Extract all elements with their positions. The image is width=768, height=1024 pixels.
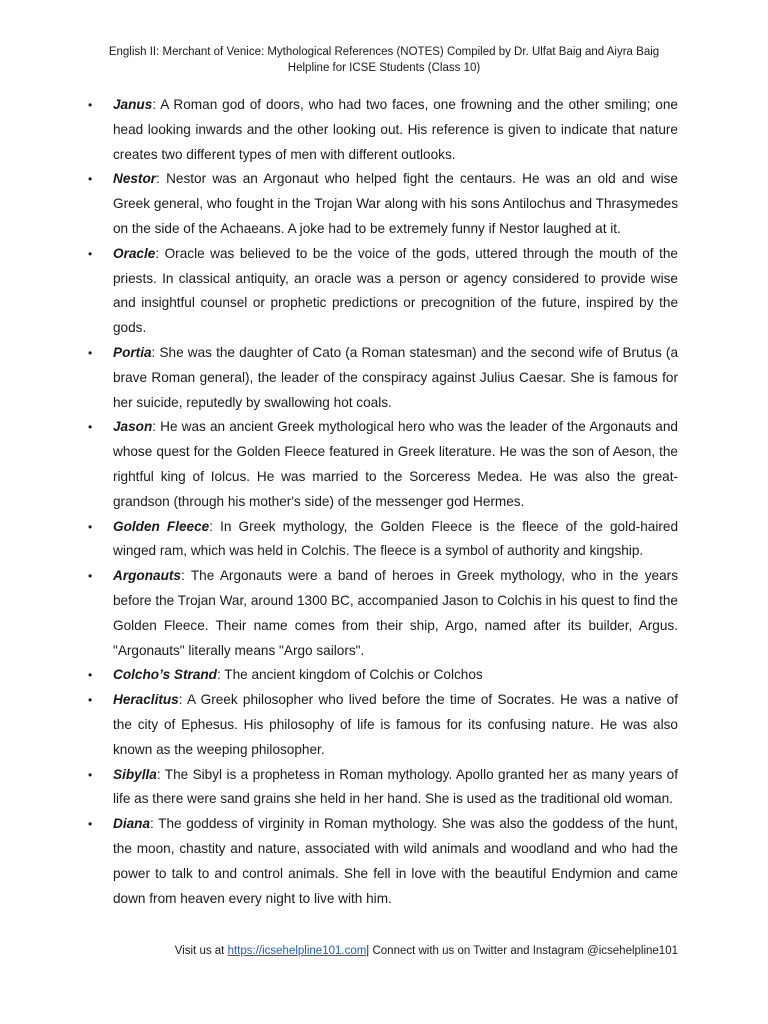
term: Oracle [113, 245, 156, 261]
definition: : A Greek philosopher who lived before the time of Socrates. He was a native of the city of Ephesus. His philosophy of life is famous for its confusing nature. He was also known as the weeping philosopher. [113, 692, 678, 757]
header-line-2: Helpline for ICSE Students (Class 10) [287, 62, 481, 74]
bullet-icon: • [88, 569, 93, 584]
bullet-icon: • [88, 420, 93, 435]
bullet-icon: • [88, 817, 93, 832]
term: Golden Fleece [113, 518, 210, 534]
list-item [0, 341, 768, 415]
definition: : A Roman god of doors, who had two faces, one frowning and the other smiling; one head looking inwards and the other looking out. His reference is given to indicate that nature creates two different types of men with different outlooks. [113, 97, 678, 162]
term: Nestor [113, 171, 157, 187]
list-item [0, 564, 768, 663]
references-list [0, 93, 768, 911]
list-item [0, 515, 768, 565]
bullet-icon: • [88, 668, 93, 683]
list-item [0, 167, 768, 241]
list-item [0, 763, 768, 813]
bullet-icon: • [88, 519, 93, 534]
definition: : In Greek mythology, the Golden Fleece is the fleece of the gold-haired winged ram, which was held in Colchis. The fleece is a symbol of authority and kingship. [113, 518, 679, 559]
list-item [0, 688, 768, 762]
bullet-icon: • [88, 246, 93, 261]
definition: : The ancient kingdom of Colchis or Colchos [216, 667, 483, 683]
definition: : The goddess of virginity in Roman mythology. She was also the goddess of the hunt, the moon, chastity and nature, associated with wild animals and woodland and who had the power to talk to and control animals. She fell in love with the beautiful Endymion and came down from heaven every night to live with him. [113, 816, 678, 906]
bullet-icon: • [88, 693, 93, 708]
term: Diana [113, 816, 151, 832]
definition: : She was the daughter of Cato (a Roman statesman) and the second wife of Brutus (a brave Roman general), the leader of the conspiracy against Julius Caesar. She is famous for her suicide, reputedly by swallowing hot coals. [113, 344, 678, 410]
list-item [0, 93, 768, 167]
definition: : He was an ancient Greek mythological hero who was the leader of the Argonauts and whose quest for the Golden Fleece featured in Greek literature. He was the son of Aeson, the rightful king of Iolcus. He was married to the Sorceress Medea. He was also the great-grandson (through his mother's side) of the messenger god Hermes. [113, 419, 678, 509]
bullet-icon: • [88, 767, 93, 782]
list-item [0, 415, 768, 514]
term: Jason [113, 419, 153, 435]
website-link[interactable]: https://icsehelpline101.com [227, 945, 367, 957]
term: Heraclitus [113, 692, 179, 708]
bullet-icon: • [88, 98, 93, 112]
term: Portia [113, 344, 152, 360]
page-header [60, 44, 708, 76]
footer-suffix: | Connect with us on Twitter and Instagram @icsehelpline101 [366, 945, 678, 957]
list-item [0, 242, 768, 341]
term: Colcho’s Strand [113, 667, 217, 683]
page-footer [90, 943, 678, 959]
bullet-icon: • [88, 345, 93, 360]
footer-prefix: Visit us at [174, 945, 228, 957]
term: Janus [113, 97, 153, 112]
header-line-1: English II: Merchant of Venice: Mythological References (NOTES) Compiled by Dr. Ulfat Baig and Aiyra Baig [108, 46, 660, 58]
term: Argonauts [113, 568, 181, 584]
definition: : The Argonauts were a band of heroes in Greek mythology, who in the years before the Trojan War, around 1300 BC, accompanied Jason to Colchis in his quest to find the Golden Fleece. Their name comes from their ship, Argo, named after its builder, Argus. "Argonauts" literally means "Argo sailors". [113, 568, 678, 658]
definition: : Oracle was believed to be the voice of the gods, uttered through the mouth of the priests. In classical antiquity, an oracle was a person or agency considered to provide wise and insightful counsel or prophetic predictions or precognition of the future, inspired by the gods. [113, 245, 678, 336]
bullet-icon: • [88, 172, 93, 187]
list-item [0, 812, 768, 911]
definition: : The Sibyl is a prophetess in Roman mythology. Apollo granted her as many years of life as there were sand grains she held in her hand. She is used as the traditional old woman. [113, 766, 678, 807]
list-item [0, 663, 768, 688]
term: Sibylla [113, 766, 157, 782]
definition: : Nestor was an Argonaut who helped fight the centaurs. He was an old and wise Greek general, who fought in the Trojan War along with his sons Antilochus and Thrasymedes on the side of the Achaeans. A joke had to be extremely funny if Nestor laughed at it. [113, 171, 678, 236]
